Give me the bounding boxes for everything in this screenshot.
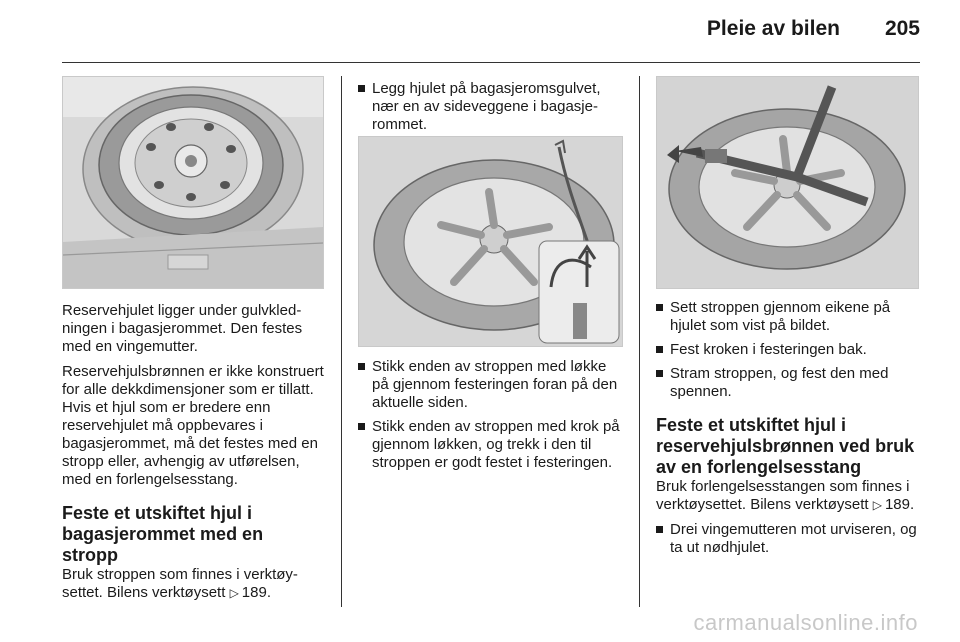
- arrow-reference-icon: ▷: [229, 586, 239, 600]
- left-column-text: [62, 302, 324, 609]
- bullet-square-icon: [656, 304, 663, 311]
- paragraph: Reservehjulsbrønnen er ikke konstruert for alle dekkdimensjoner som er tillatt. Hvis et hjul som er bredere enn reservehjulet må oppbevares i bagasjerommet, må det festes med en stropp eller, avhengig av utførelsen, med en forlengelsesstang.: [62, 363, 324, 488]
- page-header: [0, 0, 960, 62]
- section-heading: Feste et utskiftet hjul i bagasjerommet med en stropp: [62, 503, 264, 565]
- list-item-text: Stikk enden av stroppen med løkke på gjennom festeringen foran på den aktuelle siden.: [372, 358, 618, 411]
- list-item-text: Fest kroken i festeringen bak.: [670, 341, 867, 358]
- bullet-square-icon: [656, 526, 663, 533]
- bullet-square-icon: [656, 370, 663, 377]
- header-divider: [62, 62, 920, 63]
- bullet-square-icon: [358, 363, 365, 370]
- bullet-square-icon: [358, 85, 365, 92]
- page-reference: 189.: [241, 584, 271, 601]
- strap-hook-illustration: [358, 136, 623, 347]
- list-item: [656, 521, 924, 557]
- list-item: [358, 418, 624, 472]
- bullet-square-icon: [656, 346, 663, 353]
- page-number: 205: [884, 17, 920, 40]
- wheel-with-strap-drawing: [359, 137, 622, 346]
- page-reference: 189.: [884, 496, 915, 513]
- column-divider-right: [639, 76, 640, 607]
- intro-text: Bruk forlengelsesstangen som finnes i verktøysettet. Bilens verktøysett: [656, 478, 910, 513]
- list-item-text: Legg hjulet på bagasjeromsgulvet, nær en av sideveggene i bagasjerommet.: [372, 80, 601, 133]
- column-divider-left: [341, 76, 342, 607]
- spare-wheel-drawing: [63, 77, 323, 288]
- middle-column-text-bottom: [358, 358, 624, 478]
- list-item: [656, 365, 924, 401]
- strap-through-spokes-illustration: [656, 76, 919, 289]
- list-item: [358, 358, 624, 412]
- right-column-text: [656, 299, 924, 563]
- paragraph: [62, 566, 324, 602]
- list-item-text: Stikk enden av stroppen med krok på gjennom løkken, og trekk i den til stroppen er godt festet i festeringen.: [372, 418, 620, 471]
- paragraph: Reservehjulet ligger under gulvkledningen i bagasjerommet. Den festes med en vingemutter.: [62, 302, 303, 355]
- section-heading: Feste et utskiftet hjul i reservehjulsbrønnen ved bruk av en forlengelsesstang: [656, 415, 915, 477]
- list-item: [656, 299, 924, 335]
- paragraph: [656, 478, 924, 514]
- middle-column-text-top: [358, 80, 624, 140]
- list-item-text: Drei vingemutteren mot urviseren, og ta ut nødhjulet.: [670, 521, 917, 556]
- intro-text: Bruk stroppen som finnes i verktøysettet. Bilens verktøysett: [62, 566, 298, 601]
- bullet-square-icon: [358, 423, 365, 430]
- list-item-text: Stram stroppen, og fest den med spennen.: [670, 365, 889, 400]
- section-title: Pleie av bilen: [706, 17, 840, 40]
- spare-wheel-well-illustration: [62, 76, 324, 289]
- list-item: [656, 341, 924, 359]
- watermark: carmanualsonline.info: [693, 610, 918, 635]
- arrow-reference-icon: ▷: [872, 498, 882, 512]
- wheel-strap-tension-drawing: [657, 77, 918, 288]
- list-item-text: Sett stroppen gjennom eikene på hjulet som vist på bildet.: [670, 299, 891, 334]
- list-item: [358, 80, 624, 134]
